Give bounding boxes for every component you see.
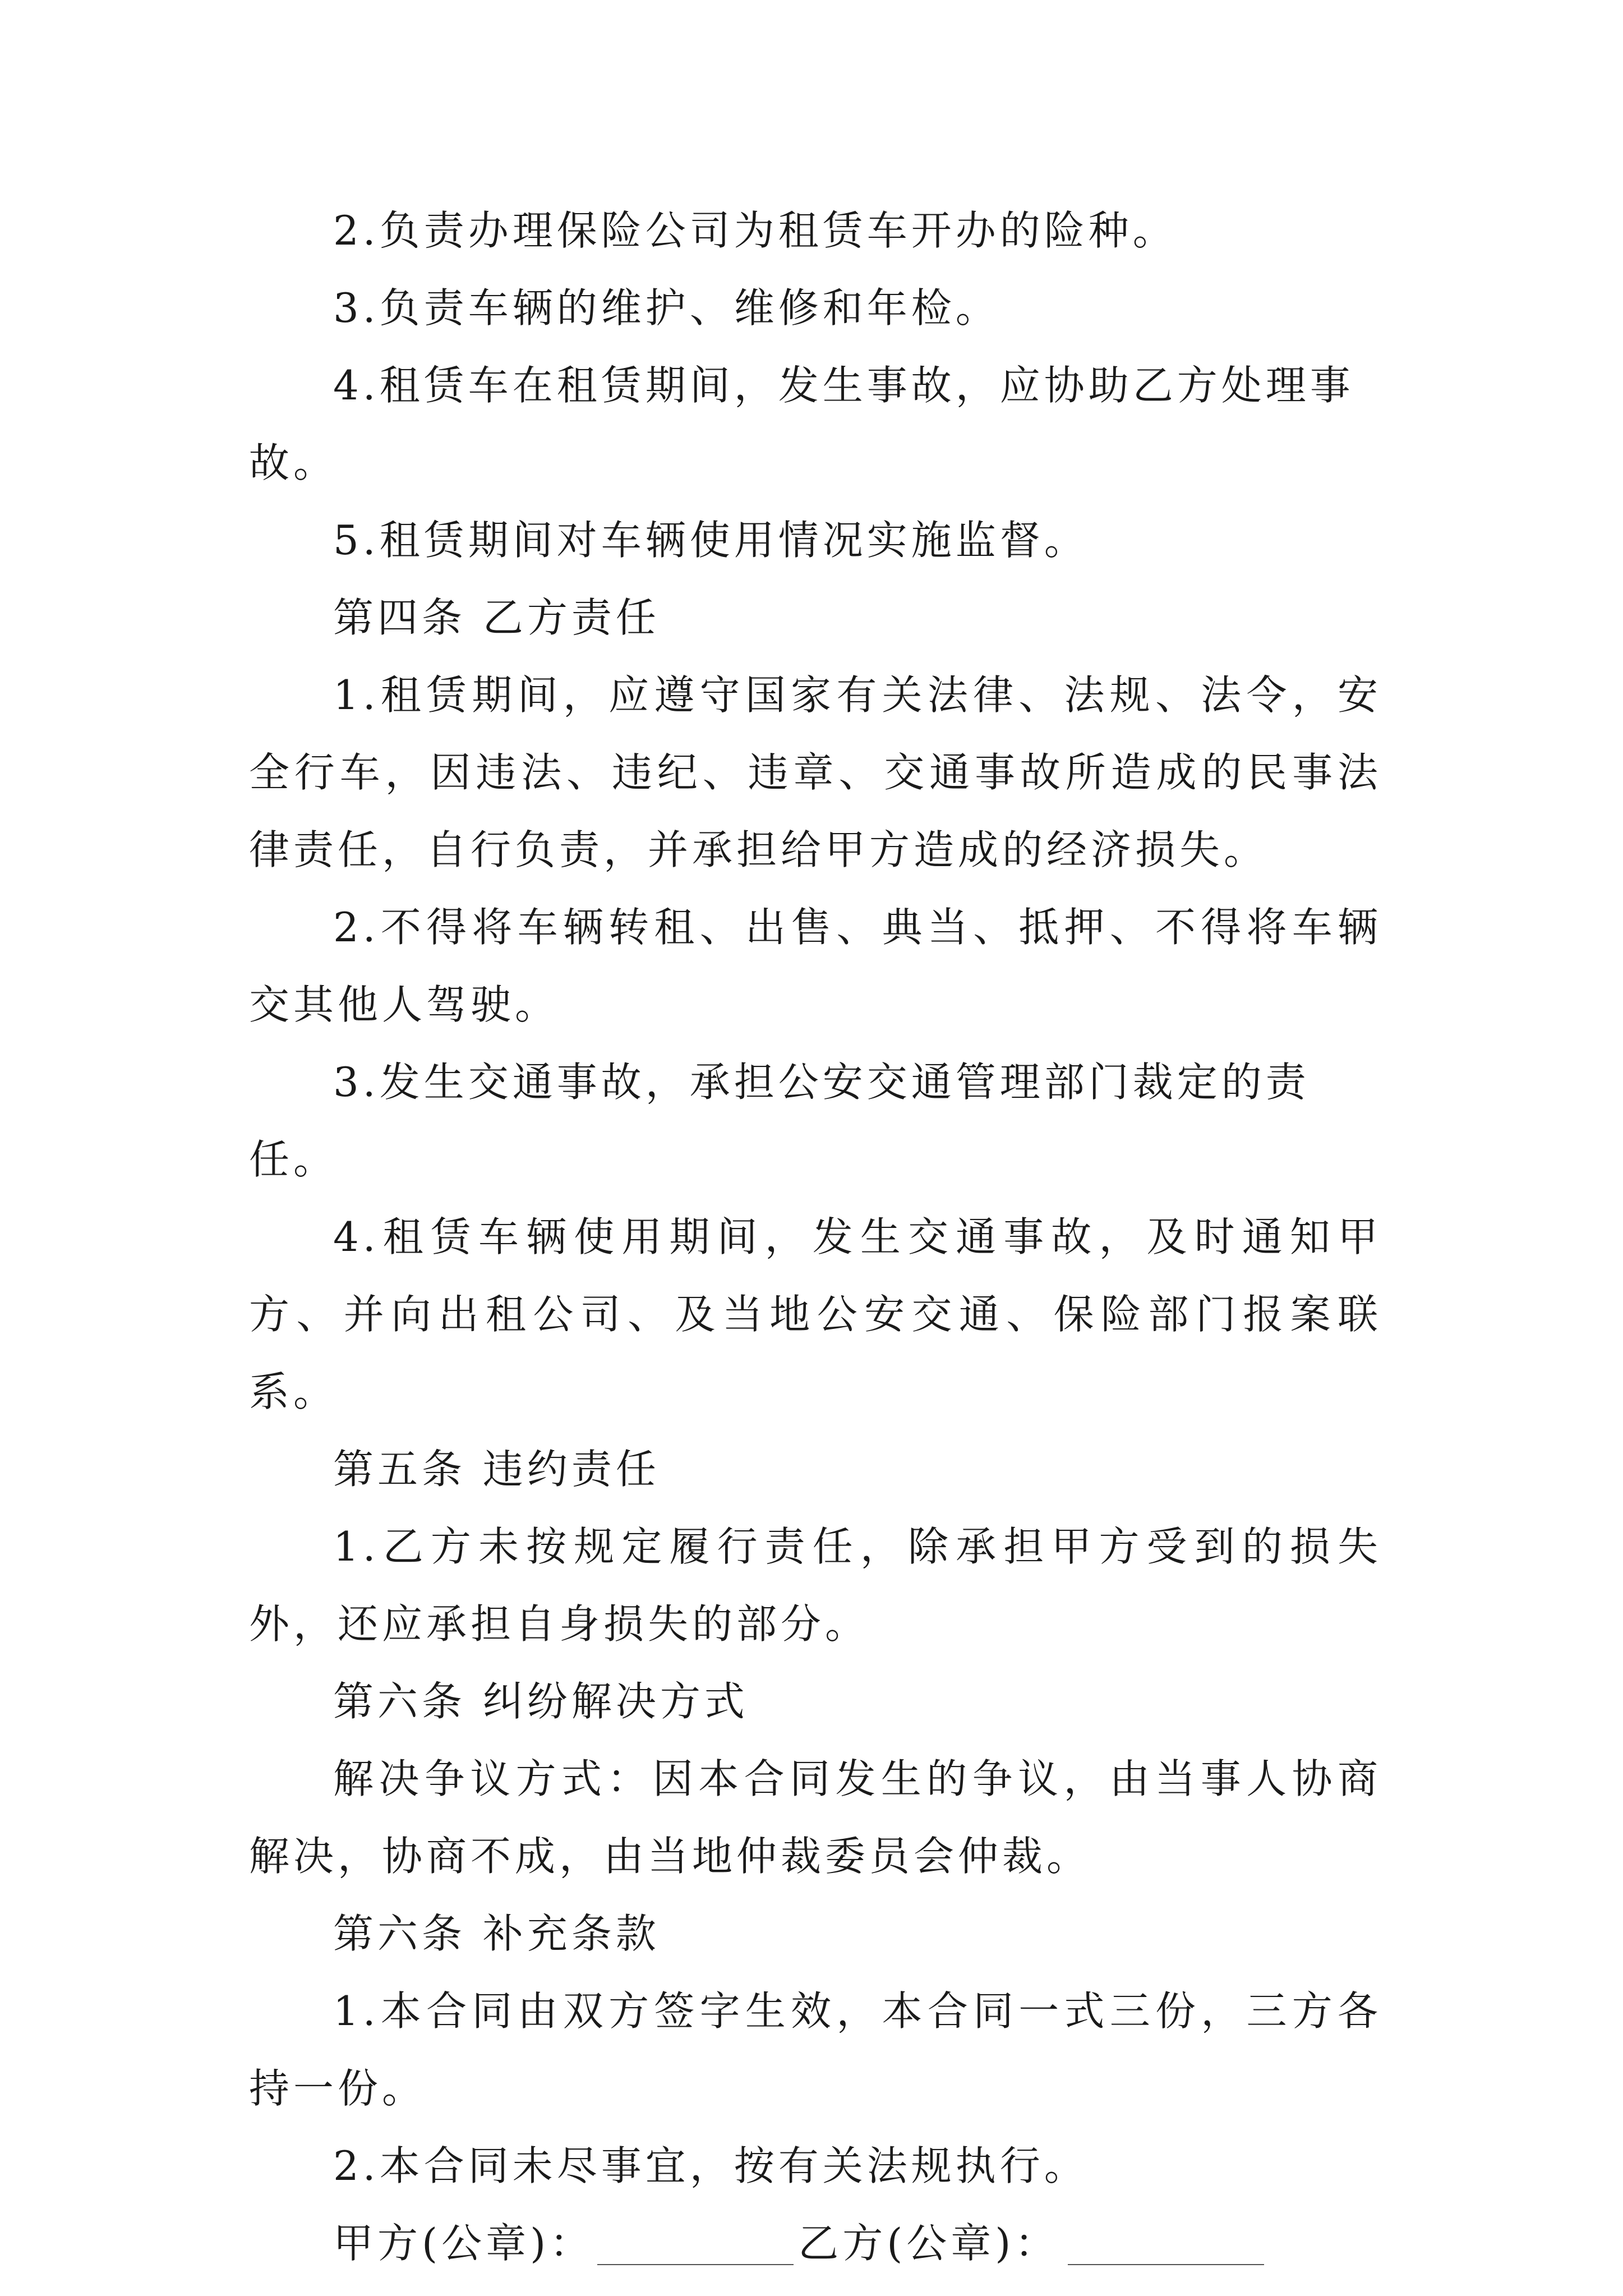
paragraph-supplement-1: 1.本合同由双方签字生效，本合同一式三份，三方各持一份。 bbox=[249, 1987, 1382, 2112]
paragraph-supplement-2: 2.本合同未尽事宜，按有关法规执行。 bbox=[333, 2142, 1089, 2189]
section-heading-article-4: 第四条 乙方责任 bbox=[333, 594, 660, 641]
contract-body bbox=[249, 192, 1382, 2282]
paragraph-lessee-duty-1: 1.租赁期间，应遵守国家有关法律、法规、法令，安全行车，因违法、违纪、违章、交通事故所造成的民事法律责任，自行负责，并承担给甲方造成的经济损失。 bbox=[249, 671, 1382, 873]
paragraph-dispute-resolution: 解决争议方式：因本合同发生的争议，由当事人协商解决，协商不成，由当地仲裁委员会仲裁。 bbox=[249, 1755, 1382, 1880]
paragraph-lessor-duty-3: 3.负责车辆的维护、维修和年检。 bbox=[333, 284, 1000, 332]
party-b-seal-blank bbox=[1068, 2264, 1264, 2265]
signature-line bbox=[249, 2205, 1382, 2282]
section-heading-article-5: 第五条 违约责任 bbox=[333, 1446, 660, 1493]
section-heading-article-6-dispute: 第六条 纠纷解决方式 bbox=[333, 1678, 749, 1725]
party-a-seal-label: 甲方(公章)： bbox=[333, 2220, 594, 2267]
paragraph-lessor-duty-5: 5.租赁期间对车辆使用情况实施监督。 bbox=[333, 517, 1089, 564]
party-a-seal-blank bbox=[597, 2264, 794, 2265]
party-b-seal-label: 乙方(公章)： bbox=[798, 2220, 1059, 2267]
section-heading-article-6-supplement: 第六条 补充条款 bbox=[333, 1910, 660, 1957]
paragraph-lessee-duty-2: 2.不得将车辆转租、出售、典当、抵押、不得将车辆交其他人驾驶。 bbox=[249, 904, 1382, 1028]
paragraph-breach-1: 1.乙方未按规定履行责任，除承担甲方受到的损失外，还应承担自身损失的部分。 bbox=[249, 1523, 1382, 1648]
paragraph-lessor-duty-2: 2.负责办理保险公司为租赁车开办的险种。 bbox=[333, 207, 1177, 254]
paragraph-lessor-duty-4: 4.租赁车在租赁期间，发生事故，应协助乙方处理事故。 bbox=[249, 362, 1354, 486]
paragraph-lessee-duty-3: 3.发生交通事故，承担公安交通管理部门裁定的责任。 bbox=[249, 1059, 1310, 1183]
paragraph-lessee-duty-4: 4.租赁车辆使用期间，发生交通事故，及时通知甲方、并向出租公司、及当地公安交通、保险部门报案联系。 bbox=[249, 1213, 1382, 1415]
